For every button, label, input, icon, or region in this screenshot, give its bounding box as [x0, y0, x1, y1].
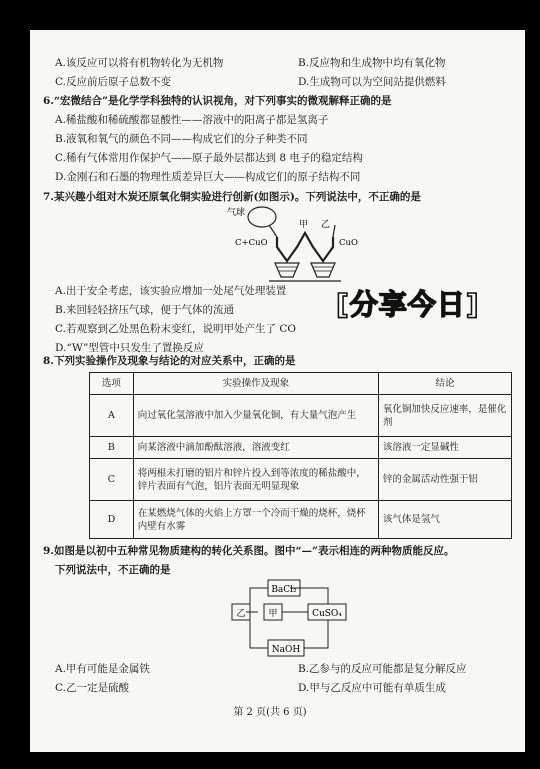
- q9-option-b: B.乙参与的反应可能都是复分解反应: [298, 663, 467, 675]
- table-header-row: [90, 373, 512, 395]
- q6-stem: 6.“宏微结合”是化学学科独特的认识视角，对下列事实的微观解释正确的是: [43, 95, 392, 107]
- q7-option-d: D.“W”型管中只发生了置换反应: [55, 342, 204, 354]
- q6-option-d: D.金刚石和石墨的物理性质差异巨大——构成它们的原子结构不同: [55, 171, 361, 183]
- q6-option-a: A.稀盐酸和稀硫酸都显酸性——溶液中的阳离子都是氢离子: [55, 114, 329, 126]
- q5-option-d: D.生成物可以为空间站提供燃料: [298, 76, 446, 88]
- q7-option-c: C.若观察到乙处黑色粉末变红，说明甲处产生了 CO: [55, 323, 296, 335]
- q8-stem: 8.下列实验操作及现象与结论的对应关系中，正确的是: [43, 355, 296, 367]
- q6-option-b: B.液氧和氧气的颜色不同——构成它们的分子种类不同: [55, 133, 308, 145]
- row-conclusion: 该溶液一定显碱性: [378, 437, 511, 459]
- substance-relation-diagram: [228, 578, 348, 658]
- w-tube-apparatus-diagram: [225, 203, 375, 285]
- table-row: [90, 437, 512, 459]
- q5-option-a: A.该反应可以将有机物转化为无机物: [55, 57, 224, 69]
- q5-option-c: C.反应前后原子总数不变: [55, 76, 171, 88]
- node-bacl2: BaCl₂: [271, 585, 297, 595]
- right-burner: [311, 263, 335, 277]
- left-burner: [275, 263, 299, 277]
- yi-label: 乙: [321, 220, 331, 230]
- q6-option-c: C.稀有气体常用作保护气——原子最外层都达到 8 电子的稳定结构: [55, 152, 363, 164]
- header-operation: 实验操作及现象: [133, 373, 378, 395]
- balloon-label: 气球: [227, 208, 246, 218]
- row-conclusion: 锌的金属活动性强于铝: [378, 459, 511, 501]
- q7-option-b: B.来回轻轻挤压气球，便于气体的流通: [55, 304, 235, 316]
- node-jia: 甲: [268, 609, 278, 619]
- page-footer: 第 2 页(共 6 页): [233, 707, 307, 718]
- table-row: [90, 459, 512, 501]
- q7-stem: 7.某兴趣小组对木炭还原氧化铜实验进行创新(如图示)。下列说法中，不正确的是: [43, 191, 421, 203]
- row-option: C: [90, 459, 134, 501]
- q9-option-d: D.甲与乙反应中可能有单质生成: [298, 682, 446, 694]
- row-operation: 向过氧化氢溶液中加入少量氧化铜，有大量气泡产生: [133, 395, 378, 437]
- q7-option-a: A.出于安全考虑，该实验应增加一处尾气处理装置: [55, 285, 287, 297]
- watermark-logo: [分享今日]: [336, 288, 480, 321]
- q5-option-b: B.反应物和生成物中均有氧化物: [298, 57, 446, 69]
- q9-option-a: A.甲有可能是金属铁: [55, 663, 150, 675]
- node-cuso4: CuSO₄: [312, 609, 342, 619]
- node-naoh: NaOH: [271, 645, 301, 655]
- table-row: [90, 395, 512, 437]
- node-yi: 乙: [236, 609, 246, 619]
- q9-stem-line2: 下列说法中，不正确的是: [55, 564, 171, 576]
- row-operation: 向某溶液中滴加酚酞溶液，溶液变红: [133, 437, 378, 459]
- header-option: 选项: [90, 373, 134, 395]
- row-operation: 在某燃烧气体的火焰上方罩一个冷而干燥的烧杯，烧杯内壁有水雾: [133, 501, 378, 539]
- right-reagent-label: CuO: [339, 238, 358, 248]
- row-conclusion: 该气体是氢气: [378, 501, 511, 539]
- row-option: D: [90, 501, 134, 539]
- table-row: [90, 501, 512, 539]
- header-conclusion: 结论: [378, 373, 511, 395]
- q9-stem-line1: 9.如图是以初中五种常见物质建构的转化关系图。图中“—”表示相连的两种物质能反应。: [43, 545, 455, 557]
- row-option: A: [90, 395, 134, 437]
- q8-table: [89, 372, 512, 539]
- balloon: [248, 207, 276, 227]
- w-tube: [277, 233, 333, 261]
- jia-label: 甲: [299, 220, 309, 230]
- row-option: B: [90, 437, 134, 459]
- left-reagent-label: C+CuO: [235, 238, 268, 248]
- row-conclusion: 氧化铜加快反应速率，是催化剂: [378, 395, 511, 437]
- q9-option-c: C.乙一定是硫酸: [55, 682, 129, 694]
- row-operation: 将两根未打磨的铝片和锌片投入到等浓度的稀盐酸中，锌片表面有气泡，铝片表面无明显现象: [133, 459, 378, 501]
